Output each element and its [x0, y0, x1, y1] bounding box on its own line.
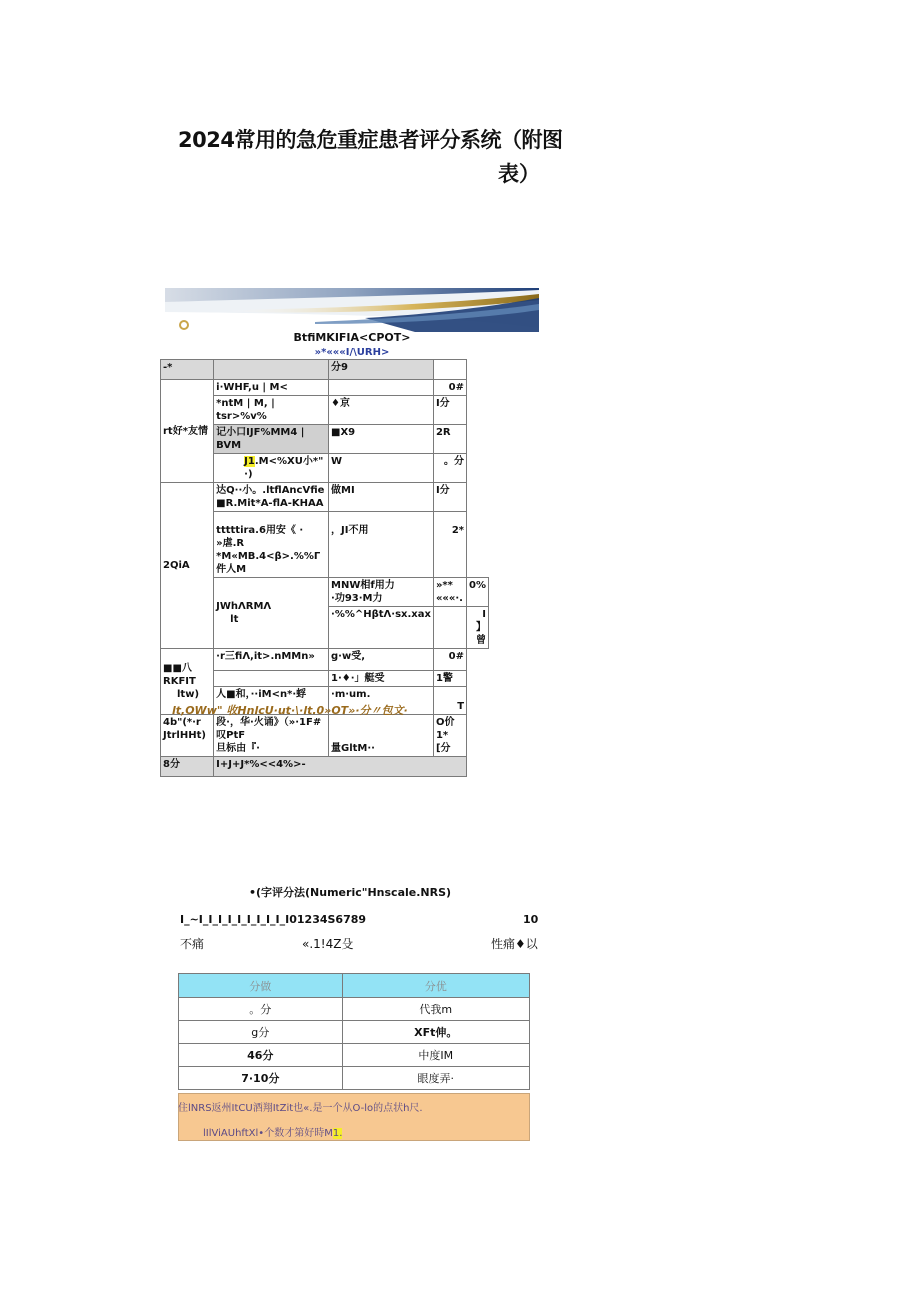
table-cell: W [329, 454, 434, 483]
table-cell [433, 360, 466, 380]
column-header: 分优 [342, 974, 529, 998]
table-cell: ·m·um. [329, 687, 434, 715]
table-cell: 量GltM·· [329, 715, 434, 757]
table-cell-text: *M«MB.4<β>.%%Γ件人M [216, 551, 321, 575]
nrs-note-line1: 住lNRS返州ItCU酒翔ItZit也«.是一个从O-lo的点状h尺. [178, 1103, 423, 1114]
table-cell: 1警 [433, 671, 466, 687]
table-cell: 46分 [179, 1044, 343, 1067]
table-cell: I分 [433, 396, 466, 425]
table-cell: 人■和，··iM<n*·蜉 [214, 687, 329, 715]
table-row [179, 1067, 530, 1090]
table-row [179, 998, 530, 1021]
table-cell-text: lt [230, 614, 239, 625]
table-cell: 。分 [433, 454, 466, 483]
document-title: 2024常用的急危重症患者评分系统（附图 [178, 128, 563, 152]
table-cell: ·r三fiΛ,it>.nMMn» [214, 649, 329, 671]
table-cell-text: ■■八RKFIT [163, 663, 196, 687]
table-row [161, 715, 489, 757]
table-row [179, 1044, 530, 1067]
table-row [179, 1021, 530, 1044]
table-cell-text: 1* [435, 730, 449, 741]
table-cell: 0# [433, 380, 466, 396]
table-cell: 代我m [342, 998, 529, 1021]
table-cell [214, 454, 329, 483]
table-cell-text: .M<%XU小*" ·) [244, 456, 324, 480]
table-cell [214, 715, 329, 757]
table-row [161, 757, 489, 777]
table-cell [214, 578, 329, 649]
table-cell [329, 380, 434, 396]
nrs-scale-end: 10 [523, 913, 539, 926]
table-cell-text: JtrlHHt) [163, 730, 206, 741]
table-cell-text: ■R.Mit*A-flA-KHAA [216, 498, 324, 509]
nrs-note-line2 [203, 1124, 342, 1139]
sun-icon [178, 316, 190, 328]
table-cell: 做MI [329, 483, 434, 512]
table-cell [214, 512, 329, 578]
table-cell-text: 达Q··小。.ltflAncVfie [216, 485, 325, 496]
table-cell: 分9 [329, 360, 434, 380]
table-row [161, 360, 489, 380]
table-cell: 0# [433, 649, 466, 671]
table-cell-text: [分 [435, 743, 451, 754]
table-cell: g分 [179, 1021, 343, 1044]
table-cell: -* [161, 360, 214, 380]
table-cell [433, 578, 466, 607]
table-cell [161, 715, 214, 757]
table-cell [214, 483, 329, 512]
column-header: 分做 [179, 974, 343, 998]
table-cell [467, 607, 489, 649]
nrs-label-mid: «.1!4Z殳 [302, 937, 354, 951]
table-cell: ■X9 [329, 425, 434, 454]
nrs-label-left: 不痛 [180, 937, 205, 951]
table-cell [214, 671, 329, 687]
table-cell-text: MNW相f用力 [331, 580, 395, 591]
decorative-banner [165, 288, 539, 332]
table-row [161, 380, 489, 396]
table-cell: I+J+J*%<<4%>- [214, 757, 467, 777]
nrs-scale: I_~I_I_I_I_I_I_I_I_I_I01234S6789 [180, 913, 367, 926]
table-cell [329, 578, 434, 607]
table-cell-text: 段·，华·火诵》（»·1F# [216, 717, 322, 728]
table-cell: 2QiA [161, 483, 214, 649]
table-cell-text: 叹PtF [216, 730, 246, 741]
table-cell-text: 旦标由『· [216, 743, 260, 754]
table-cell-text: 】曾 [476, 622, 486, 646]
nrs-note-text: lIlViAUhftXl•个数才第好時M [203, 1128, 333, 1139]
table-cell [214, 360, 329, 380]
table-cell [433, 607, 466, 649]
table-cell-text: O价 [435, 717, 455, 728]
table-row [161, 483, 489, 512]
nrs-table [178, 973, 530, 1090]
cpot-footnote: lt,OWw" 收HnlcU·ut·\·lt.0»OT»·分〃包文· [172, 704, 408, 717]
highlighted-text: J1 [244, 456, 255, 467]
table-cell: 2* [433, 512, 466, 578]
table-cell [433, 715, 466, 757]
table-cell: 记小口IJF%MM4 | BVM [214, 425, 329, 454]
table-cell: 8分 [161, 757, 214, 777]
table-header-row [179, 974, 530, 998]
table-cell: ，JI不用 [329, 512, 434, 578]
nrs-title: •(字评分法(Numeric"Hnscale.NRS) [248, 886, 452, 899]
cpot-title: BtfiMKIFIA<CPOT> [293, 331, 411, 344]
table-cell-text: »** [435, 580, 453, 591]
table-cell: 。分 [179, 998, 343, 1021]
table-cell: I分 [433, 483, 466, 512]
document-title-continued: 表） [498, 162, 540, 186]
table-cell: 中度IM [342, 1044, 529, 1067]
table-cell: XFt伸。 [342, 1021, 529, 1044]
table-row [161, 649, 489, 671]
table-cell-text: ltw) [177, 689, 200, 700]
highlighted-text: 1. [332, 1128, 343, 1139]
table-cell: g·w受, [329, 649, 434, 671]
table-cell: 1·♦·」艇受 [329, 671, 434, 687]
nrs-label-right: 性痛♦以 [491, 937, 538, 951]
table-cell-text: JWhΛRMΛ [216, 601, 272, 612]
table-cell: 7·10分 [179, 1067, 343, 1090]
table-cell-text: «««·. [435, 593, 463, 604]
table-cell: *ntM | M, | tsr>%v% [214, 396, 329, 425]
table-cell: ♦京 [329, 396, 434, 425]
table-cell: 2R [433, 425, 466, 454]
table-cell: 眼度弄· [342, 1067, 529, 1090]
table-cell-text: tttttira.6用安《 · »虐.R [216, 525, 304, 549]
table-cell: i·WHF,u | M< [214, 380, 329, 396]
table-cell-text: ·功93·M力 [331, 593, 383, 604]
table-cell: ·%%^HβtΛ·sx.xax [329, 607, 434, 649]
table-cell: T [433, 687, 466, 715]
table-cell-text: 4b"(*·r [163, 717, 201, 728]
table-cell: rt好*友情 [161, 380, 214, 483]
cpot-subtitle: »*«««I/\URH> [314, 347, 390, 358]
table-cell-text: I [482, 609, 486, 620]
table-cell: 0% [467, 578, 489, 607]
